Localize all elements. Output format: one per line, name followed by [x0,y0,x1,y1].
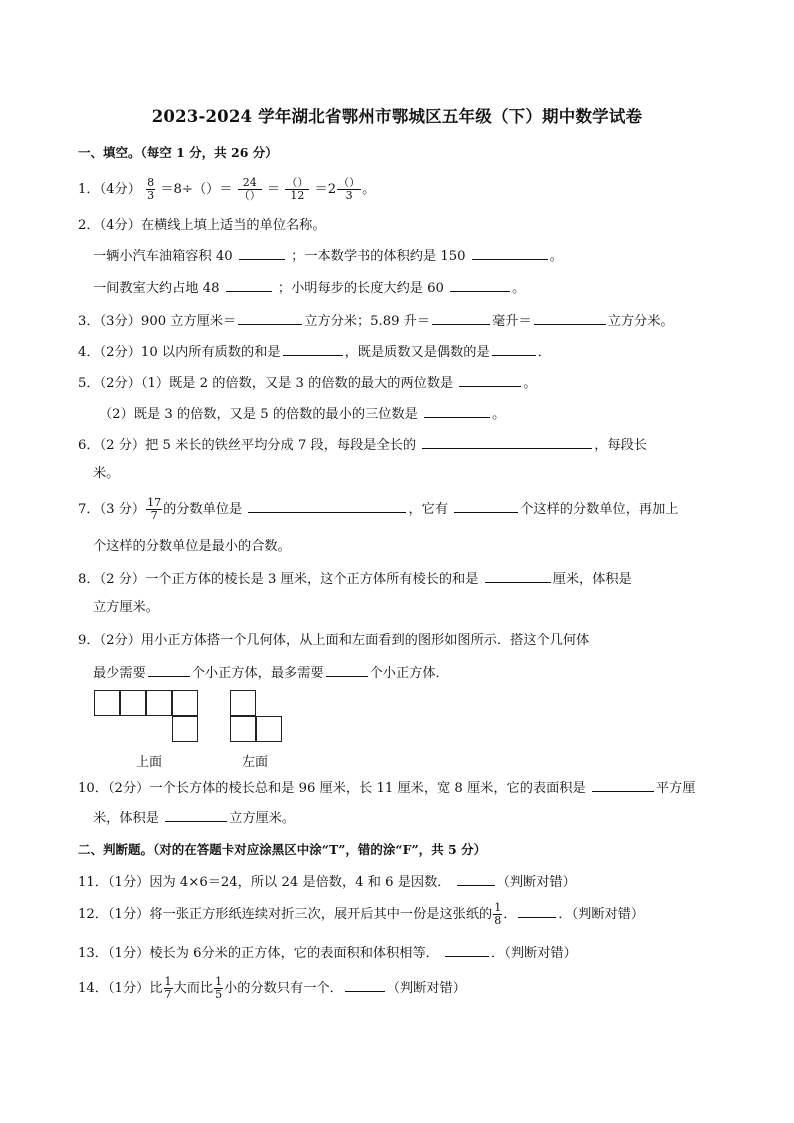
q4-blank-1[interactable] [283,341,343,356]
left-view-cell [230,690,256,716]
q2-blank-3[interactable] [226,277,272,292]
top-view-cell [172,690,198,716]
q2-blank-2[interactable] [472,245,548,260]
q10-text-a: 10．（2分）一个长方体的棱长总和是 96 厘米，长 11 厘米，宽 8 厘米，它的表面积是 [78,781,586,796]
q2-b1-text: 一间教室大约占地 48 [93,281,220,296]
q1-equation-part-3: ＝2 [314,182,337,197]
question-7-line-1 [78,496,728,524]
question-9-line-2 [93,662,743,684]
question-14 [78,975,728,1003]
q14-text-c: 小的分数只有一个． [224,981,343,996]
q2-blank-1[interactable] [239,245,285,260]
q8-text-b: 厘米，体积是 [552,572,632,587]
question-4 [78,341,728,363]
q2-b2-text: ；小明每步的长度大约是 60 [277,281,444,296]
q3-blank-1[interactable] [238,310,302,325]
question-13 [78,942,728,964]
q3-blank-2[interactable] [432,310,490,325]
q13-blank-1[interactable] [445,942,489,957]
q1-equation-part-1: ＝8÷（）＝ [160,182,233,197]
q8-blank-1[interactable] [485,568,551,583]
caption-top-view: 上面 [136,755,163,770]
question-8-line-1 [78,568,728,590]
q12-text-a: 12．（1分）将一张正方形纸连续对折三次，展开后其中一份是这张纸的 [78,907,493,922]
q13-text-a: 13．（1分）棱长为 6分米的正方体，它的表面积和体积相等． [78,946,439,961]
q10-text-c: 米，体积是 [93,811,159,826]
question-2-stem: 2．（4分）在横线上填上适当的单位名称。 [78,218,326,233]
top-view-cell [146,690,172,716]
q5-b2-text: 。 [492,407,506,422]
q2-blank-4[interactable] [450,277,510,292]
q8-text-a: 8．（2 分）一个正方体的棱长是 3 厘米，这个正方体所有棱长的和是 [78,572,479,587]
q7-text-c: ，它有 [408,502,449,517]
top-view-cell [120,690,146,716]
q2-a1-text: 一辆小汽车油箱容积 40 [93,249,233,264]
question-7-line-2: 个这样的分数单位是最小的合数。 [93,539,291,554]
q10-text-b: 平方厘 [655,781,696,796]
question-6-line-1 [78,434,728,456]
q7-text-d: 个这样的分数单位，再加上 [520,502,679,517]
q6-text-a: 6．（2 分）把 5 米长的铁丝平均分成 7 段，每段是全长的 [78,438,417,453]
q1-equation-part-2: ＝ [266,182,281,197]
question-8-line-2: 立方厘米。 [93,600,159,615]
q6-blank-1[interactable] [422,434,592,449]
question-5-part-1 [78,372,728,394]
q9-text-b2: 个小正方体，最多需要 [191,666,324,681]
q4-text-c: ． [537,345,551,360]
q7-fraction-17-7: $\frac{17}{7}$ [147,496,162,522]
q14-text-d: （判断对错） [386,981,466,996]
q5-a2-text: 。 [523,376,537,391]
top-view-cell [172,716,198,742]
q11-blank-1[interactable] [457,871,495,886]
section-2-heading: 二、判断题。（对的在答题卡对应涂黑区中涂“T”，错的涂“F”，共 5 分） [78,842,487,857]
top-view-cell [94,690,120,716]
question-2-line-a [93,245,743,267]
q5-a1-text: 5．（2分）（1）既是 2 的倍数，又是 3 的倍数的最大的两位数是 [78,376,454,391]
q4-blank-2[interactable] [492,341,536,356]
section-1-heading: 一、填空。（每空 1 分，共 26 分） [78,145,278,160]
q3-text-c: 毫升＝ [492,314,532,329]
q3-text-b: 立方分米；5.89 升＝ [304,314,431,329]
q7-text-b: 的分数单位是 [163,502,243,517]
question-10-line-1 [78,777,728,799]
q12-text-b: ． [503,907,517,922]
q3-text-d: 立方分米。 [607,314,674,329]
question-3 [78,310,728,332]
q3-text-a: 3．（3分）900 立方厘米＝ [78,314,237,329]
q1-fraction-3: $\frac{()}{3}$ [338,176,361,202]
q14-blank-1[interactable] [345,977,385,992]
q9-text-b3: 个小正方体． [369,666,449,681]
question-10-line-2 [93,807,743,829]
q14-text-b: 大而比 [173,981,214,996]
exam-title: 2023-2024 学年湖北省鄂州市鄂城区五年级（下）期中数学试卷 [151,107,643,126]
q7-blank-1[interactable] [248,498,406,513]
q5-b1-text: （2）既是 3 的倍数，又是 5 的倍数的最小的三位数是 [99,407,418,422]
q12-blank-1[interactable] [518,903,556,918]
q4-text-b: ，既是质数又是偶数的是 [344,345,490,360]
q5-blank-1[interactable] [459,372,521,387]
question-9-line-1: 9．（2分）用小正方体搭一个几何体，从上面和左面看到的图形如图所示．搭这个几何体 [78,633,590,648]
q11-text-a: 11．（1分）因为 4×6＝24，所以 24 是倍数，4 和 6 是因数． [78,875,451,890]
question-5-part-2 [99,403,749,425]
q1-prefix: 1．（4分） [78,182,141,197]
q9-blank-1[interactable] [148,662,190,677]
left-view-cell [256,716,282,742]
q10-text-d: 立方厘米。 [229,811,296,826]
question-2-line-b [93,277,743,299]
q12-fraction-1-8: $\frac{1}{8}$ [494,901,502,927]
q14-fraction-1-5: $\frac{1}{5}$ [215,975,223,1001]
q3-blank-3[interactable] [534,310,606,325]
question-1 [78,176,728,204]
q1-fraction-8-3: $\frac{8}{3}$ [147,176,155,202]
q9-blank-2[interactable] [326,662,368,677]
caption-left-view: 左面 [242,755,269,770]
q10-blank-2[interactable] [165,807,227,822]
q9-text-b1: 最少需要 [93,666,146,681]
q7-blank-2[interactable] [454,498,518,513]
q2-b3-text: 。 [512,281,526,296]
q14-text-a: 14．（1分）比 [78,981,163,996]
q10-blank-1[interactable] [592,777,654,792]
q13-text-b: ．（判断对错） [491,946,577,961]
question-11 [78,871,728,893]
q2-a3-text: 。 [549,249,563,264]
q2-a2-text: ；一本数学书的体积约是 150 [291,249,466,264]
question-6-line-2: 米。 [93,466,120,481]
q14-fraction-1-7: $\frac{1}{7}$ [164,975,172,1001]
q1-end: 。 [362,182,376,197]
q7-text-a: 7．（3 分） [78,502,146,517]
q4-text-a: 4．（2分）10 以内所有质数的和是 [78,345,281,360]
question-12 [78,901,728,929]
q1-fraction-24: $\frac{24}{()}$ [238,176,261,202]
left-view-cell [230,716,256,742]
q5-blank-2[interactable] [424,403,490,418]
q6-text-b: ，每段长 [594,438,647,453]
q1-fraction-12: $\frac{()}{12}$ [286,176,309,202]
q12-text-c: ．（判断对错） [558,907,645,922]
q11-text-b: （判断对错） [496,875,576,890]
